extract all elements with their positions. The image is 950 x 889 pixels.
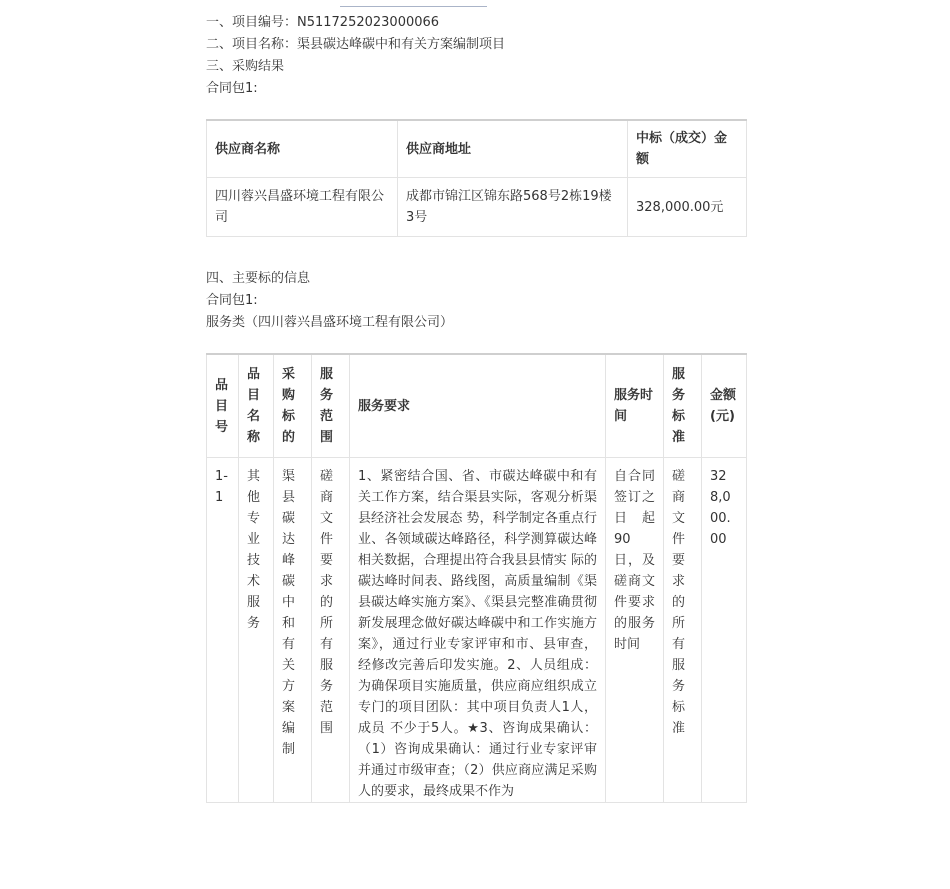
detail-table — [206, 353, 747, 803]
header-time: 服务时间 — [606, 354, 664, 458]
header-item-name: 品目名称 — [239, 354, 274, 458]
header-winning-amount: 中标（成交）金额 — [628, 120, 747, 178]
service-category: 服务类（四川蓉兴昌盛环境工程有限公司） — [206, 315, 454, 330]
main-info-heading: 四、主要标的信息 — [206, 271, 311, 286]
project-number: 一、项目编号：N5117252023000066 — [206, 15, 440, 30]
result-heading: 三、采购结果 — [206, 59, 285, 74]
header-scope: 服务范围 — [312, 354, 350, 458]
cell-winning-amount: 328,000.00元 — [628, 178, 747, 237]
header-target: 采购标的 — [274, 354, 312, 458]
header-standard: 服务标准 — [664, 354, 702, 458]
cell-standard: 磋商文件要求的所有服务标准 — [664, 458, 702, 803]
header-amount: 金额(元) — [702, 354, 747, 458]
cell-time: 自合同签订之日起90日，及磋商文件要求的服务时间 — [606, 458, 664, 803]
cell-target: 渠县碳达峰碳中和有关方案编制 — [274, 458, 312, 803]
cell-supplier-address: 成都市锦江区锦东路568号2栋19楼3号 — [398, 178, 628, 237]
result-table — [206, 119, 747, 237]
table-row — [207, 458, 747, 803]
table-row — [207, 178, 747, 237]
announcement-content — [206, 12, 746, 803]
top-divider — [340, 6, 487, 7]
package-label: 合同包1: — [206, 81, 258, 96]
header-item-no: 品目号 — [207, 354, 239, 458]
cell-scope: 磋商文件要求的所有服务范围 — [312, 458, 350, 803]
cell-item-no: 1-1 — [207, 458, 239, 803]
table-header-row — [207, 120, 747, 178]
cell-supplier-name: 四川蓉兴昌盛环境工程有限公司 — [207, 178, 398, 237]
project-name: 二、项目名称：渠县碳达峰碳中和有关方案编制项目 — [206, 37, 506, 52]
header-requirement: 服务要求 — [350, 354, 606, 458]
header-supplier-name: 供应商名称 — [207, 120, 398, 178]
package-label-2: 合同包1: — [206, 293, 258, 308]
cell-item-name: 其他专业技术服务 — [239, 458, 274, 803]
cell-amount: 328,000.00 — [702, 458, 747, 803]
table-header-row — [207, 354, 747, 458]
cell-requirement: 1、紧密结合国、省、市碳达峰碳中和有关工作方案，结合渠县实际，客观分析渠县经济社会发展态 势，科学制定各重点行业、各领域碳达峰路径，科学测算碳达峰相关数据，合理提出符合我县县情实 际的碳达峰时间表、路线图，高质量编制《渠县碳达峰实施方案》、《渠县完整准确贯彻新发展理念做好碳达峰碳中和工作实施方案》，通过行业专家评审和市、县审查，经修改完善后印发实施。2、人员组成：为确保项目实施质量，供应商应组织成立专门的项目团队：其中项目负责人1人，成员 不少于5人。★3、咨询成果确认：（1）咨询成果确认：通过行业专家评审并通过市级审查；（2）供应商应满足采购人的要求，最终成果不作为 — [350, 458, 606, 803]
header-supplier-address: 供应商地址 — [398, 120, 628, 178]
